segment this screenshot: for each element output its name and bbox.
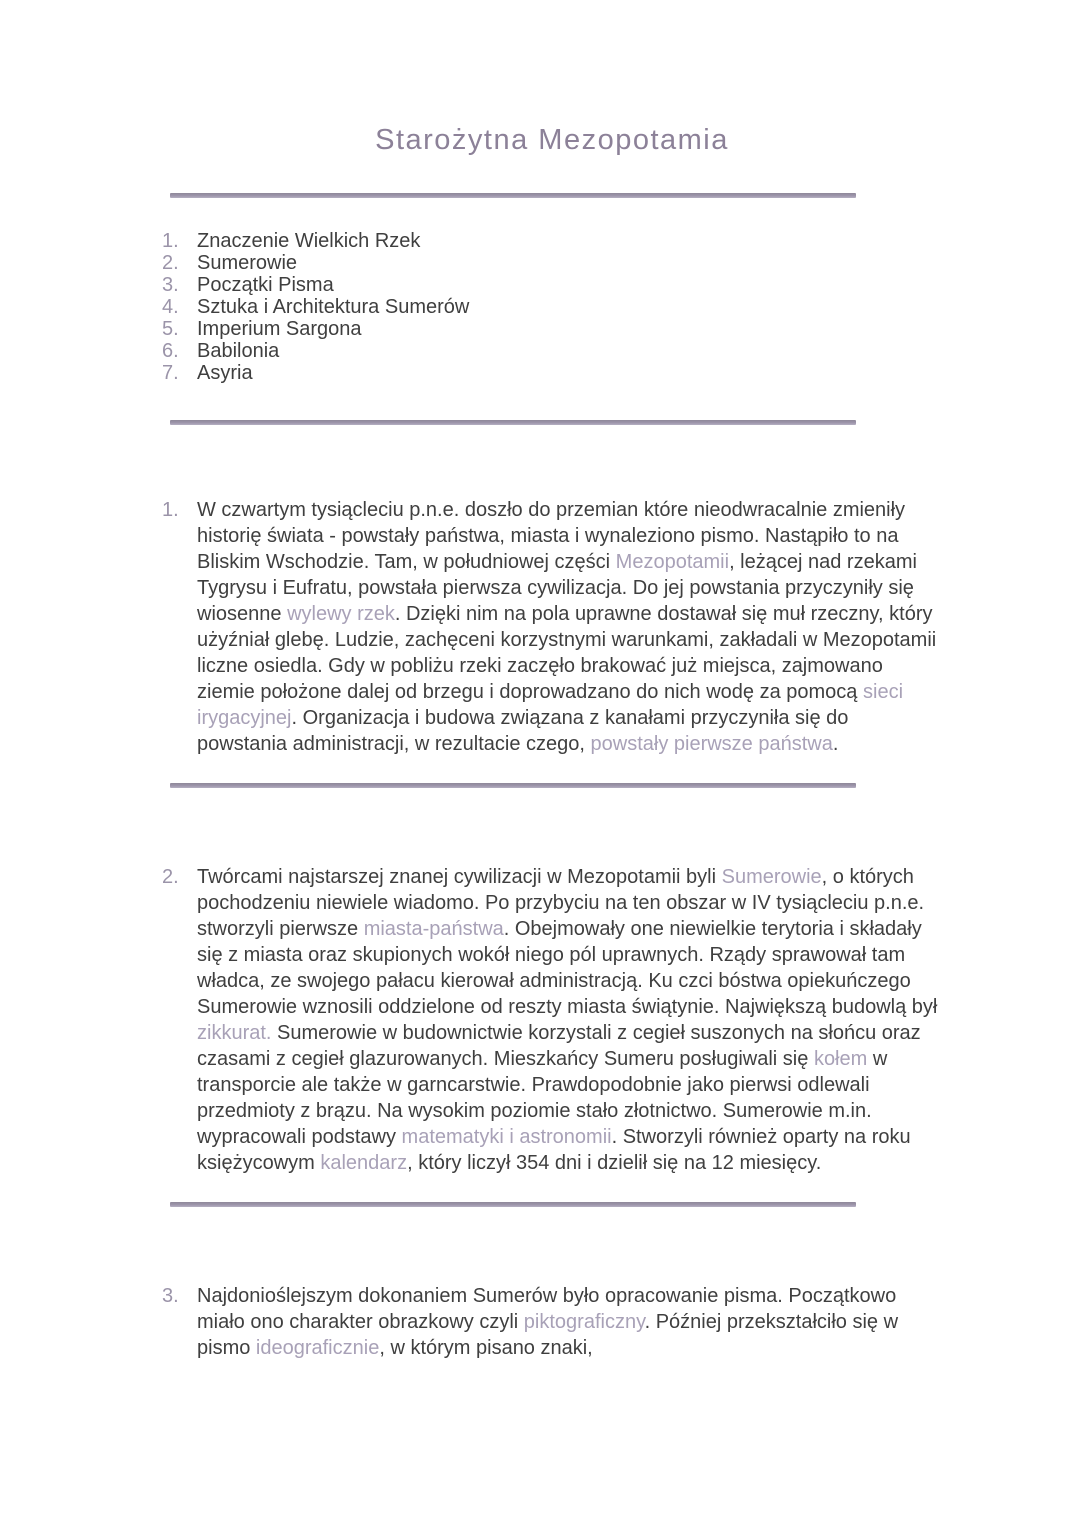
paragraph-text (197, 1283, 942, 1361)
toc-item (162, 274, 942, 296)
text-segment: , o których pochodzeniu niewiele wiadomo. Po przybyciu na ten obszar w IV tysiącleciu p.n.e. stworzyli pierwsze (197, 866, 925, 940)
highlighted-term: ideograficznie (255, 1337, 380, 1359)
toc-item-number: 1. (162, 230, 179, 252)
toc-item (162, 362, 942, 384)
toc-item (162, 296, 942, 318)
section-divider (170, 1202, 856, 1207)
text-segment: , który liczył 354 dni i dzielił się na 12 miesięcy. (407, 1152, 822, 1174)
highlighted-term: matematyki i astronomii (401, 1126, 612, 1148)
text-segment: w transporcie ale także w garncarstwie. Prawdopodobnie jako pierwsi odlewali przedmioty z brązu. Na wysokim poziomie stało złotnictwo. Sumerowie m.in. wypracowali podstawy (197, 1048, 888, 1148)
toc-item (162, 318, 942, 340)
section-divider (170, 783, 856, 788)
toc-item-number: 5. (162, 318, 179, 340)
toc-item-number: 7. (162, 362, 179, 384)
page-title: Starożytna Mezopotamia (375, 124, 729, 156)
toc-item-label: Początki Pisma (197, 274, 334, 296)
text-segment: . Organizacja i budowa związana z kanałami przyczyniła się do powstania administracji, w rezultacie czego, (197, 707, 849, 755)
text-segment: Sumerowie w budownictwie korzystali z cegieł suszonych na słońcu oraz czasami z cegieł glazurowanych. Mieszkańcy Sumeru posługiwali się (197, 1022, 921, 1070)
text-segment: Twórcami najstarszej znanej cywilizacji w Mezopotamii byli (197, 866, 722, 888)
toc-item-label: Znaczenie Wielkich Rzek (197, 230, 421, 252)
highlighted-term: sieci irygacyjnej (197, 681, 904, 729)
table-of-contents (162, 230, 942, 384)
highlighted-term: piktograficzny (523, 1311, 645, 1333)
highlighted-term: powstały pierwsze państwa (590, 733, 833, 755)
numbered-paragraph (162, 497, 942, 757)
text-segment: , leżącej nad rzekami Tygrysu i Eufratu, powstała pierwsza cywilizacja. Do jej powstania przyczyniły się wiosenne (197, 551, 917, 625)
toc-item-label: Imperium Sargona (197, 318, 362, 340)
text-segment: . Stworzyli również oparty na roku księżycowym (197, 1126, 911, 1174)
highlighted-term: Mezopotamii (615, 551, 730, 573)
highlighted-term: miasta-państwa (363, 918, 504, 940)
toc-item (162, 252, 942, 274)
text-segment: . (832, 733, 839, 755)
text-segment: . Obejmowały one niewielkie terytoria i składały się z miasta oraz skupionych wokół niego pól uprawnych. Rządy sprawował tam władca, ze swojego pałacu kierował administracją. Ku czci bóstwa opiekuńczego Sumerowie wznosili oddzielone od reszty miasta świątynie. Największą budowlą był (197, 918, 938, 1018)
highlighted-term: kalendarz (320, 1152, 408, 1174)
paragraph-number: 2. (162, 866, 179, 888)
paragraph-text (197, 864, 942, 1176)
text-segment: . Później przekształciło się w pismo (197, 1311, 899, 1359)
text-segment: Najdonioślejszym dokonaniem Sumerów było opracowanie pisma. Początkowo miało ono charakter obrazkowy czyli (197, 1285, 897, 1333)
sections-container (162, 497, 942, 1361)
section-divider (170, 420, 856, 425)
paragraph-number: 1. (162, 499, 179, 521)
paragraph-number: 3. (162, 1285, 179, 1307)
toc-item-number: 3. (162, 274, 179, 296)
highlighted-term: kołem (813, 1048, 868, 1070)
section-divider (170, 193, 856, 198)
paragraph-text (197, 497, 942, 757)
numbered-paragraph (162, 1283, 942, 1361)
toc-item-number: 6. (162, 340, 179, 362)
toc-item-label: Babilonia (197, 340, 280, 362)
text-segment: W czwartym tysiącleciu p.n.e. doszło do przemian które nieodwracalnie zmieniły historię świata - powstały państwa, miasta i wynaleziono pismo. Nastąpiło to na Bliskim Wschodzie. Tam, w południowej części (197, 499, 906, 573)
toc-item (162, 230, 942, 252)
text-segment: , w którym pisano znaki, (379, 1337, 593, 1359)
highlighted-term: zikkurat. (197, 1022, 272, 1044)
highlighted-term: wylewy rzek (287, 603, 395, 625)
numbered-paragraph (162, 864, 942, 1176)
toc-item-label: Sztuka i Architektura Sumerów (197, 296, 470, 318)
toc-item-number: 4. (162, 296, 179, 318)
toc-item (162, 340, 942, 362)
toc-item-label: Sumerowie (197, 252, 298, 274)
highlighted-term: Sumerowie (721, 866, 822, 888)
text-segment: . Dzięki nim na pola uprawne dostawał się muł rzeczny, który użyźniał glebę. Ludzie, zachęceni korzystnymi warunkami, zakładali w Mezopotamii liczne osiedla. Gdy w pobliżu rzeki zaczęło brakować już miejsca, zajmowano ziemie położone dalej od brzegu i doprowadzano do nich wodę za pomocą (197, 603, 937, 703)
toc-item-label: Asyria (197, 362, 253, 384)
toc-item-number: 2. (162, 252, 179, 274)
